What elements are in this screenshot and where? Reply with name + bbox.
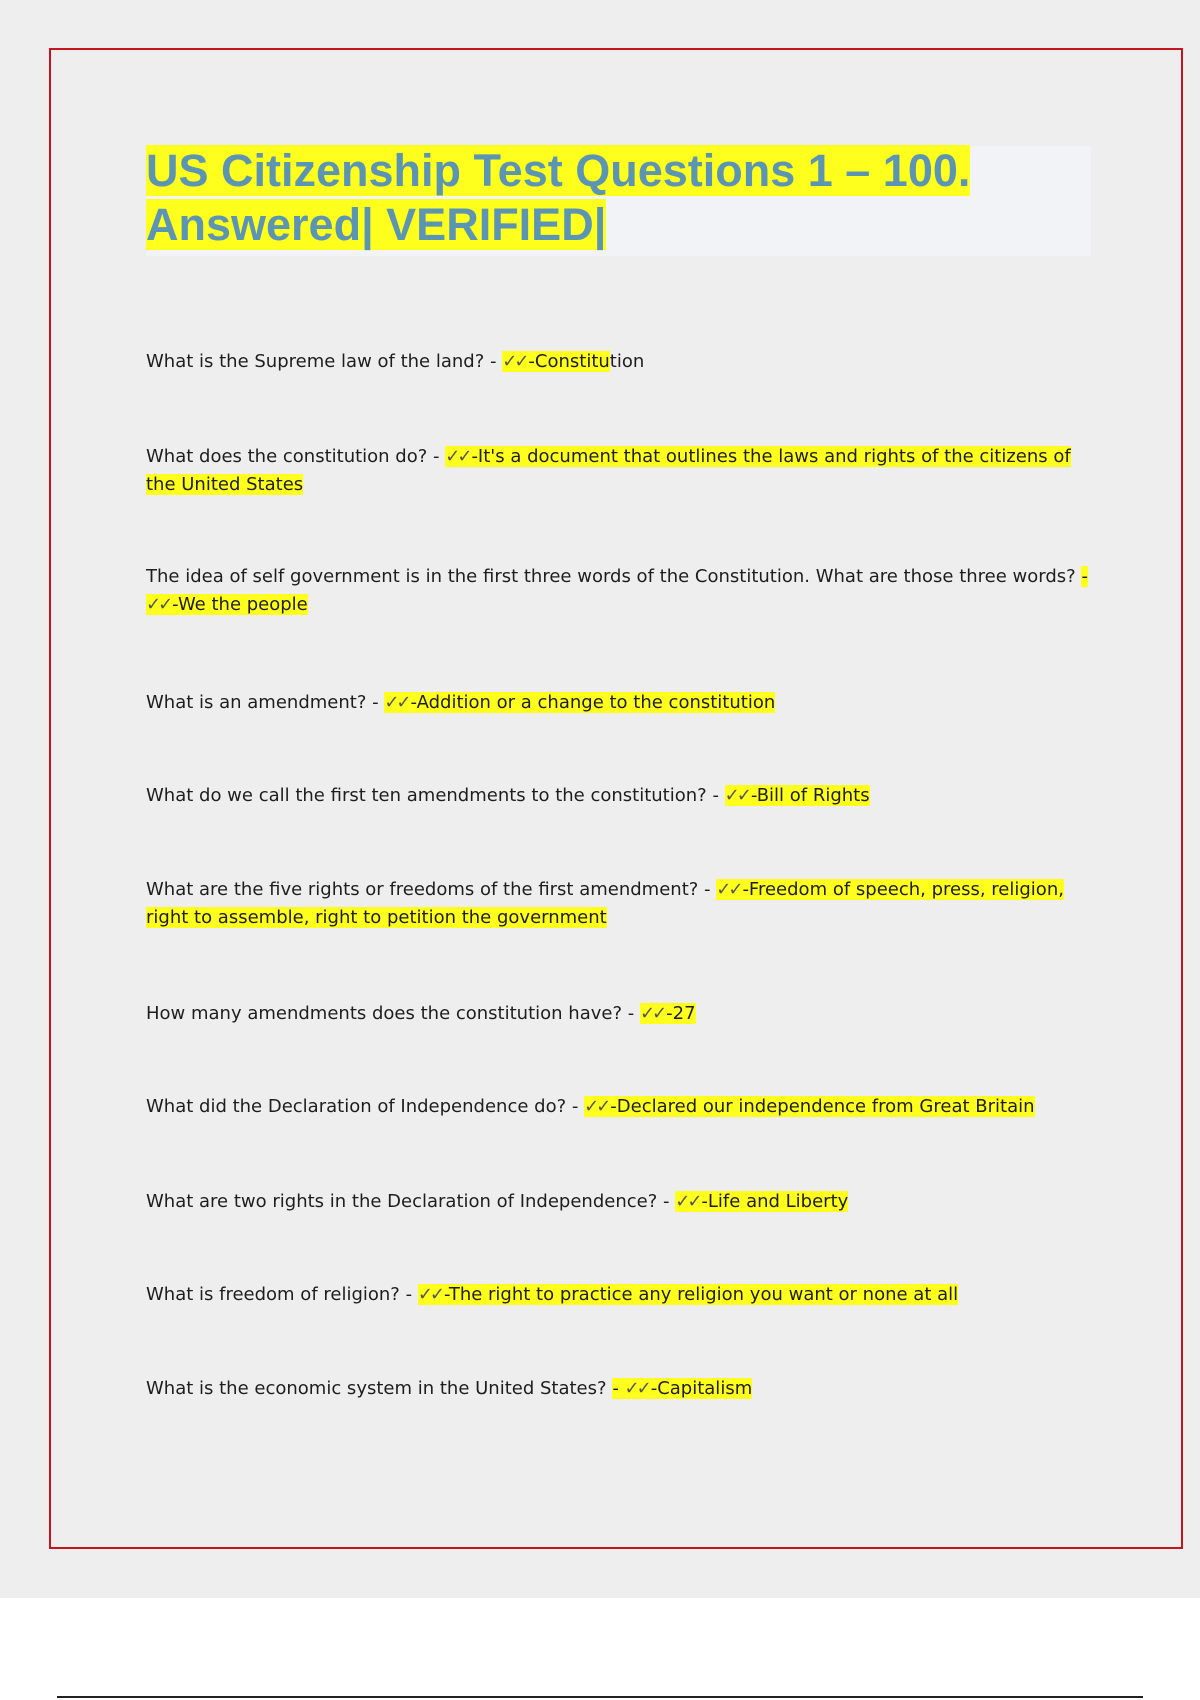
answer-highlight xyxy=(675,1191,848,1212)
answer-text: -27 xyxy=(666,1003,696,1024)
document-title xyxy=(146,144,1091,252)
double-check-icon: ✓✓ xyxy=(146,594,171,615)
answer-highlight xyxy=(502,351,610,372)
qa-item xyxy=(146,443,1091,499)
question-text: What are the five rights or freedoms of the first amendment? - xyxy=(146,879,711,900)
qa-item xyxy=(146,689,1091,717)
answer-text: -Capitalism xyxy=(650,1378,753,1399)
double-check-icon: ✓✓ xyxy=(384,692,409,713)
title-line-2: Answered| VERIFIED| xyxy=(146,199,607,250)
answer-highlight: - ✓✓ -Capitalism xyxy=(612,1378,753,1399)
qa-item xyxy=(146,876,1091,932)
qa-item xyxy=(146,1093,1091,1121)
question-text: What does the constitution do? - xyxy=(146,446,440,467)
qa-item xyxy=(146,348,1091,376)
double-check-icon: ✓✓ xyxy=(724,785,749,806)
qa-item xyxy=(146,563,1091,619)
double-check-icon: ✓✓ xyxy=(675,1191,700,1212)
qa-item xyxy=(146,1281,1091,1309)
question-text: What is an amendment? - xyxy=(146,692,379,713)
answer-text: -The right to practice any religion you want or none at all xyxy=(443,1284,959,1305)
qa-item xyxy=(146,1375,1091,1403)
double-check-icon: ✓✓ xyxy=(639,1003,665,1024)
double-check-icon: ✓✓ xyxy=(716,879,741,900)
answer-text: -Life and Liberty xyxy=(701,1191,849,1212)
question-text: What is the economic system in the United States? xyxy=(146,1378,607,1399)
question-text: What is the Supreme law of the land? - xyxy=(146,351,497,372)
question-text: How many amendments does the constitution have? - xyxy=(146,1003,635,1024)
answer-highlight xyxy=(640,1003,696,1024)
double-check-icon: ✓✓ xyxy=(417,1284,442,1305)
answer-text: -It's a document that outlines the laws and rights of the citizens of the United States xyxy=(146,446,1071,495)
question-text: What is freedom of religion? - xyxy=(146,1284,413,1305)
answer-highlight xyxy=(418,1284,958,1305)
answer-text-tail: tion xyxy=(609,351,645,372)
answer-text: -We the people xyxy=(172,594,308,615)
question-text: What do we call the first ten amendments to the constitution? - xyxy=(146,785,719,806)
title-line-1: US Citizenship Test Questions 1 – 100. xyxy=(146,145,971,196)
answer-highlight xyxy=(584,1096,1034,1117)
question-text: What did the Declaration of Independence do? - xyxy=(146,1096,579,1117)
qa-item xyxy=(146,1000,1091,1028)
double-check-icon: ✓✓ xyxy=(502,351,527,372)
answer-highlight: - ✓✓ -We the people xyxy=(146,566,1088,615)
bottom-divider xyxy=(57,1696,1143,1698)
answer-text: -Freedom of speech, press, religion, right to assemble, right to petition the government xyxy=(146,879,1064,928)
double-check-icon: ✓✓ xyxy=(445,446,470,467)
qa-item xyxy=(146,782,1091,810)
answer-text: -Constitu xyxy=(528,351,610,372)
answer-highlight xyxy=(725,785,870,806)
answer-text: -Addition or a change to the constitution xyxy=(410,692,776,713)
answer-text: -Bill of Rights xyxy=(750,785,870,806)
question-text: What are two rights in the Declaration of Independence? - xyxy=(146,1191,670,1212)
answer-text: -Declared our independence from Great Britain xyxy=(610,1096,1035,1117)
answer-highlight xyxy=(384,692,775,713)
qa-item xyxy=(146,1188,1091,1216)
question-text: The idea of self government is in the first three words of the Constitution. What are those three words? xyxy=(146,566,1076,587)
double-check-icon: ✓✓ xyxy=(624,1378,649,1399)
double-check-icon: ✓✓ xyxy=(584,1096,609,1117)
